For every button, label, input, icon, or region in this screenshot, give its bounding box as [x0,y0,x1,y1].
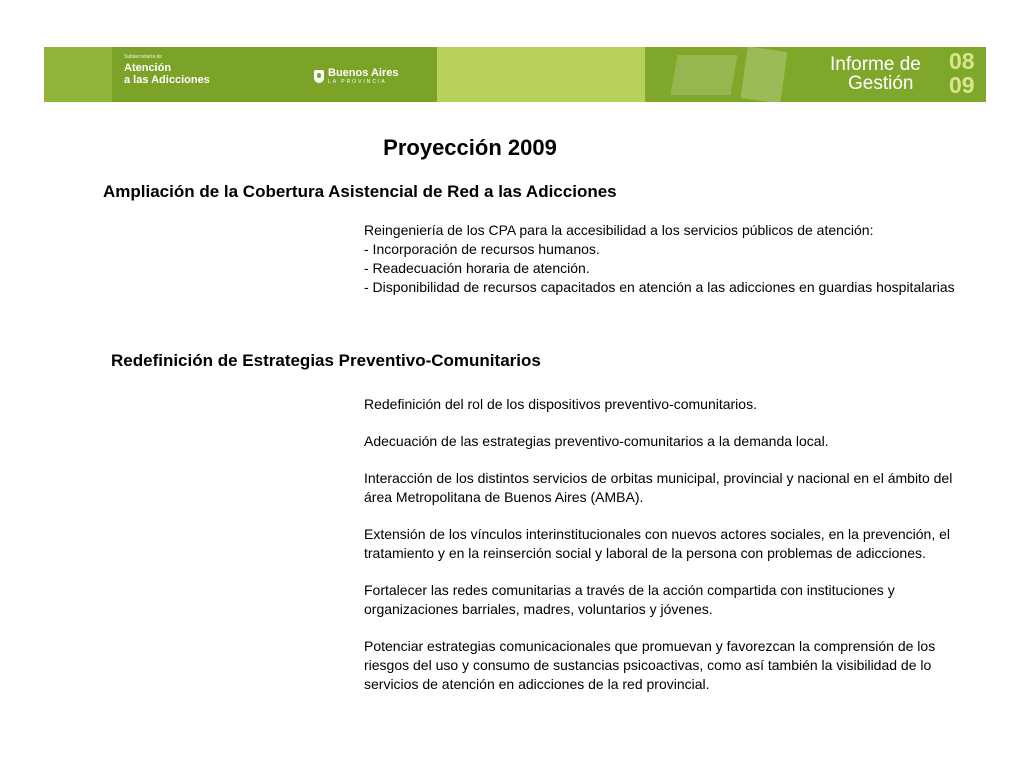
section-2-paragraph: Redefinición del rol de los dispositivos preventivo-comunitarios. [364,396,757,412]
informe-line-2: Gestión [848,73,914,94]
section-1-heading: Ampliación de la Cobertura Asistencial de Red a las Adicciones [103,182,617,201]
section-2-heading: Redefinición de Estrategias Preventivo-Comunitarios [111,351,541,370]
logo-line-2: a las Adicciones [124,74,210,86]
buenos-aires-logo [314,68,399,85]
province-sub: LA PROVINCIA [328,79,387,85]
logo-line-1: Atención [124,62,172,74]
informe-line-1: Informe de [830,54,921,75]
informe-title [830,55,921,93]
section-2-paragraph: Fortalecer las redes comunitarias a través de la acción compartida con instituciones y organizaciones barriales, madres, voluntarios y jóvenes. [364,582,895,617]
year-top: 08 [949,48,975,74]
page-title: Proyección 2009 [383,135,557,160]
section-1-line: - Readecuación horaria de atención. [364,260,590,276]
banner-segment [437,47,645,102]
logo-small-text: Subsecretaría de [124,54,163,60]
subsecretaria-logo [124,55,210,87]
section-2-paragraph: Adecuación de las estrategias preventivo-comunitarios a la demanda local. [364,433,829,449]
banner-segment [44,47,112,102]
province-name: Buenos Aires [328,67,399,79]
section-1-line: - Incorporación de recursos humanos. [364,241,600,257]
section-2-paragraph: Extensión de los vínculos interinstitucionales con nuevos actores sociales, en la prevención, el tratamiento y en la reinserción social y laboral de la persona con problemas de adicciones. [364,526,950,561]
section-2-paragraph: Potenciar estrategias comunicacionales que promuevan y favorezcan la comprensión de los riesgos del uso y consumo de sustancias psicoactivas, como así también la visibilidad de lo servicios de atención en adicciones de la red provincial. [364,638,936,692]
section-1-line: - Disponibilidad de recursos capacitados en atención a las adicciones en guardias hospitalarias [364,279,955,295]
shield-icon [314,70,324,83]
section-1-body [364,221,959,297]
header-banner [44,47,986,102]
section-1-line: Reingeniería de los CPA para la accesibilidad a los servicios públicos de atención: [364,222,874,238]
banner-decoration [670,55,737,95]
section-2-paragraph: Interacción de los distintos servicios de orbitas municipal, provincial y nacional en el ámbito del área Metropolitana de Buenos Aires (AMBA). [364,470,953,505]
years-badge [949,49,975,97]
banner-decoration [741,47,788,102]
year-bottom: 09 [949,72,975,98]
section-2-body [364,395,959,712]
